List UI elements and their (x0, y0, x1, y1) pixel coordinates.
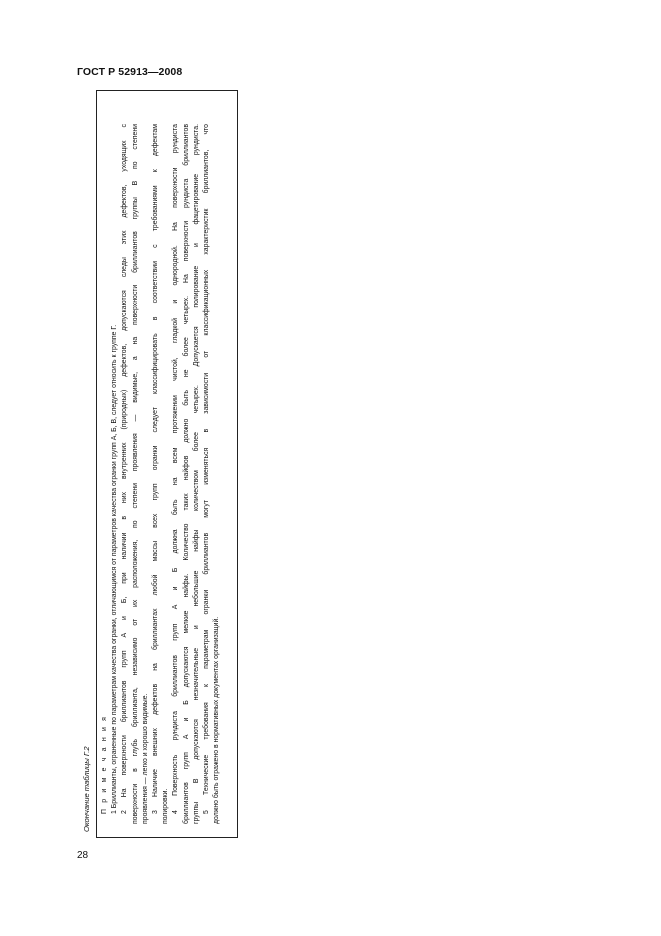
note-line: 5 Технические требования к параметрам огранки бриллиантов могут изменяться в зависимости от классификационных характеристик бриллиантов, что (203, 124, 211, 814)
note-line: 3 Наличие внешних дефектов на бриллиантах любой массы всех групп огранки следует классифицировать в соответствии с требованиями к дефектам (152, 124, 160, 814)
note-line: полировки. (162, 788, 170, 824)
note-line: группы В допускаются незначительные и небольшие найфы количеством более четырех. Допускается полирование и фацетирование рундиста. (192, 124, 200, 824)
table-caption: Окончание таблицы Г.2 (82, 746, 91, 832)
notes-heading: П р и м е ч а н и я (101, 714, 108, 814)
note-line: 4 Поверхность рундиста бриллиантов групп А и Б должна быть на всем протяжении чистой, гладкой и однородной. На поверхности рундиста (172, 124, 180, 814)
page-number: 28 (77, 850, 89, 861)
notes-table (96, 90, 238, 838)
notes-body (100, 124, 222, 824)
note-line: поверхности в глубь бриллианта, независимо от их расположения, по степени проявления — видимые, а на поверхности бриллиантов группы В по степени (131, 124, 139, 824)
note-line: 1 Бриллианты, ограненные по параметрам качества огранки, отличающимся от параметров качества огранки групп А, Б, В, следует относить к группе Г. (111, 324, 119, 814)
rotated-table-block (80, 88, 240, 838)
note-line: 2 На поверхности бриллиантов групп А и Б, при наличии в них внутренних (природных) дефектов, допускаются следы этих дефектов, уходящих с (121, 124, 129, 814)
document-header: ГОСТ Р 52913—2008 (77, 66, 183, 78)
note-line: бриллиантов групп А и Б допускаются мелкие найфы. Количество таких найфов должно быть не более четырех. На поверхности рундиста бриллиантов (182, 124, 190, 824)
note-line: должно быть отражено в нормативных документах организаций. (213, 616, 221, 824)
note-line: проявления — легко и хорошо видимые. (141, 693, 149, 824)
